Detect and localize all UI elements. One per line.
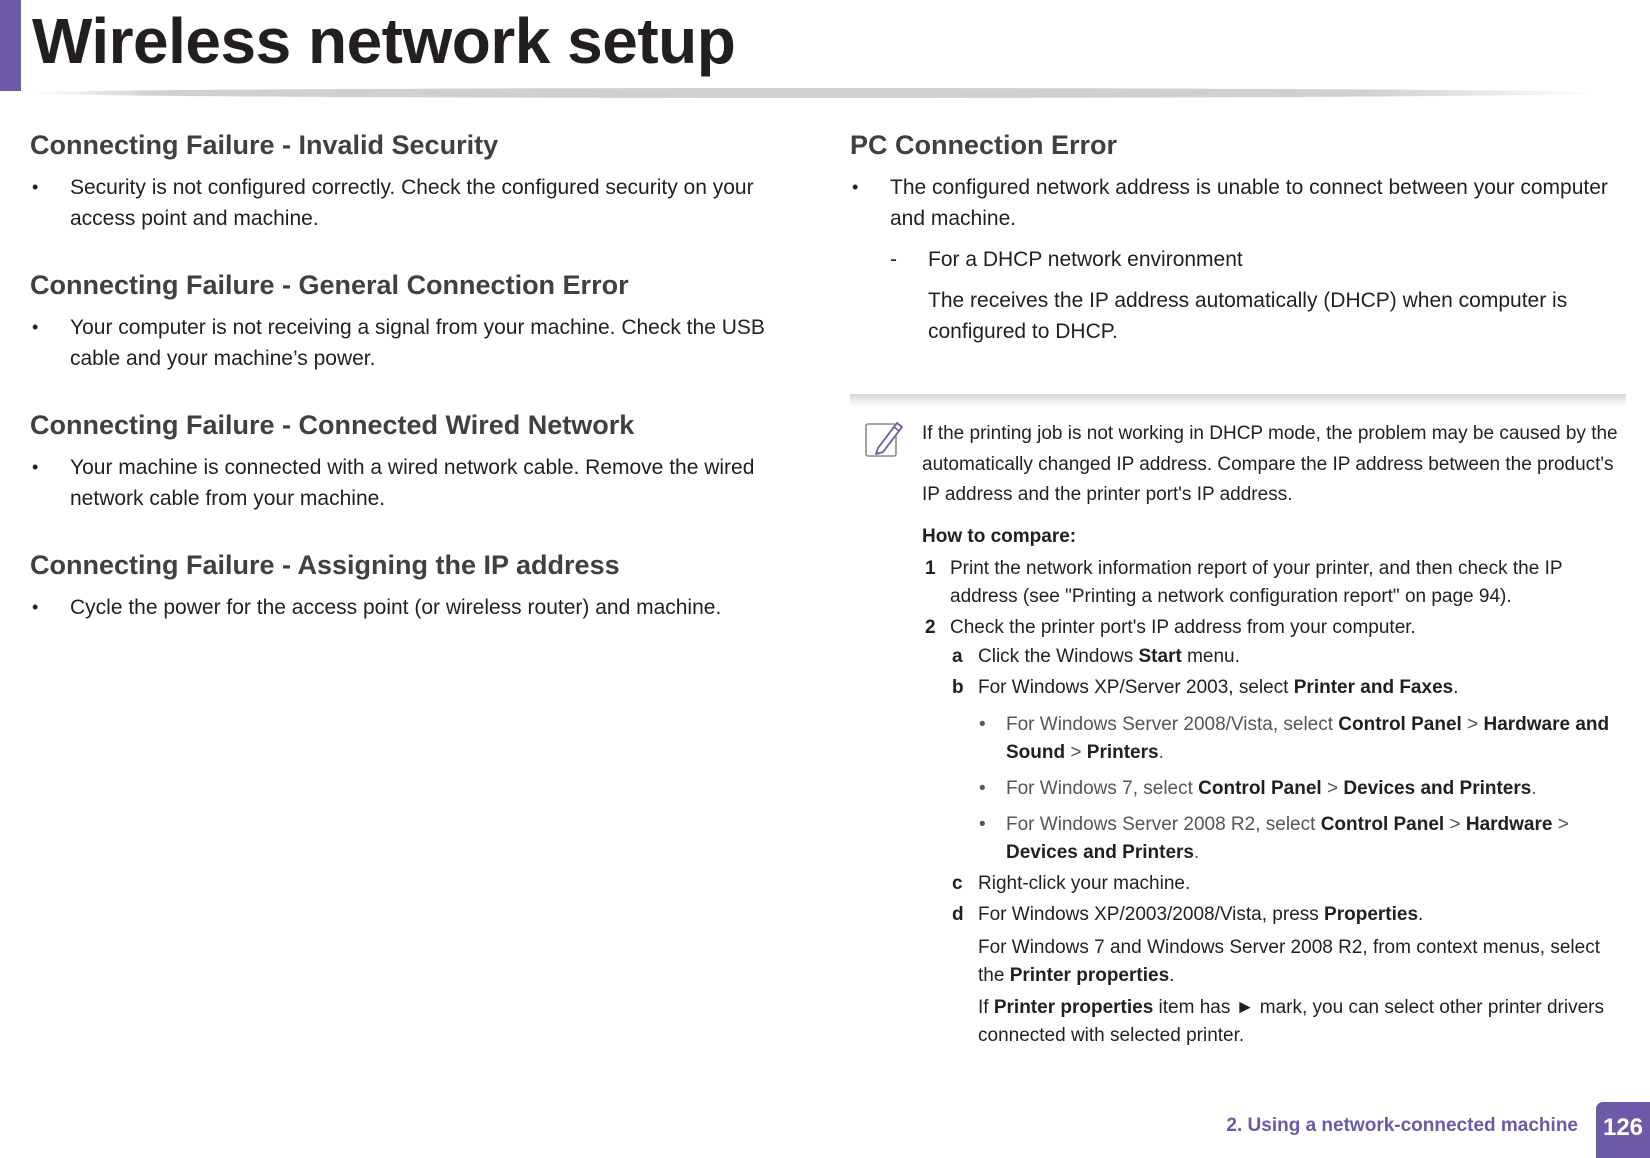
chapter-label: 2. Using a network-connected machine: [1226, 1115, 1578, 1136]
step-number: 2: [925, 616, 936, 638]
list-item: • Security is not configured correctly. Check the configured security on your access point and machine.: [30, 172, 810, 234]
note-text: If the printing job is not working in DHCP mode, the problem may be caused by the automatically changed IP address. Compare the IP address between the product's IP address and the printer port's IP address.: [922, 423, 1618, 505]
left-column: [30, 128, 810, 623]
substep-b-bullet-server2008: • For Windows Server 2008/Vista, select Control Panel > Hardware and Sound > Printers.: [922, 711, 1622, 767]
substep-d-paragraph: If Printer properties item has ► mark, you can select other printer drivers connected with selected printer.: [978, 997, 1604, 1046]
section-heading-connected-wired-network: Connecting Failure - Connected Wired Network: [30, 410, 635, 440]
bullet-list: [30, 172, 810, 234]
bullet-icon: •: [32, 457, 39, 477]
section-heading-general-connection-error: Connecting Failure - General Connection Error: [30, 270, 629, 300]
bullet-icon: •: [32, 317, 39, 337]
section-heading-pc-connection-error: PC Connection Error: [850, 130, 1118, 160]
list-item: • The configured network address is unable to connect between your computer and machine.: [850, 172, 1630, 234]
note-content: [922, 419, 1622, 1050]
substep-b-bullet-server2008r2: • For Windows Server 2008 R2, select Control Panel > Hardware > Devices and Printers.: [922, 811, 1622, 867]
bullet-icon: •: [979, 814, 986, 835]
page-title: Wireless network setup: [32, 5, 736, 77]
substep-a: a Click the Windows Start menu.: [952, 646, 1240, 667]
bullet-list: [30, 452, 810, 514]
how-to-compare-heading: How to compare:: [922, 525, 1077, 547]
substep-b: b For Windows XP/Server 2003, select Printer and Faxes.: [952, 676, 1459, 698]
dash-paragraph: The receives the IP address automatically (DHCP) when computer is configured to DHCP.: [928, 289, 1568, 343]
title-accent-bar: [0, 0, 21, 91]
section-heading-assigning-ip: Connecting Failure - Assigning the IP address: [30, 550, 620, 580]
substep-d-paragraph: For Windows 7 and Windows Server 2008 R2, from context menus, select the Printer properties.: [978, 937, 1600, 986]
step-item: 2 Check the printer port's IP address from your computer.: [922, 614, 1622, 643]
list-item: • Your machine is connected with a wired network cable. Remove the wired network cable from your machine.: [30, 452, 810, 514]
bullet-icon: •: [852, 177, 859, 197]
bullet-icon: •: [979, 714, 986, 735]
title-divider: [30, 88, 1600, 98]
page-number: 126: [1596, 1102, 1650, 1158]
bullet-list: [30, 312, 810, 374]
list-item: • Your computer is not receiving a signal from your machine. Check the USB cable and your machine’s power.: [30, 312, 810, 374]
right-column: [850, 128, 1630, 347]
bullet-icon: •: [979, 778, 986, 799]
dash-list-item: - For a DHCP network environment: [850, 244, 1630, 275]
substep-d: d For Windows XP/2003/2008/Vista, press Properties.: [952, 903, 1424, 925]
arrow-right-icon: ►: [1235, 997, 1255, 1018]
substep-b-bullet-windows7: • For Windows 7, select Control Panel > Devices and Printers.: [922, 775, 1622, 803]
note-divider: [850, 394, 1626, 408]
section-heading-invalid-security: Connecting Failure - Invalid Security: [30, 130, 499, 160]
bullet-list: [850, 172, 1630, 234]
note-pencil-icon: [864, 418, 904, 460]
step-item: 1 Print the network information report of your printer, and then check the IP address (see "Printing a network configuration report" on page 94).: [922, 555, 1622, 612]
bullet-list: [30, 592, 810, 623]
bullet-icon: •: [32, 597, 39, 617]
dash-icon: -: [890, 248, 897, 271]
list-item: • Cycle the power for the access point (or wireless router) and machine.: [30, 592, 810, 623]
step-number: 1: [925, 557, 936, 579]
substep-c: c Right-click your machine.: [952, 873, 1191, 894]
bullet-icon: •: [32, 177, 39, 197]
